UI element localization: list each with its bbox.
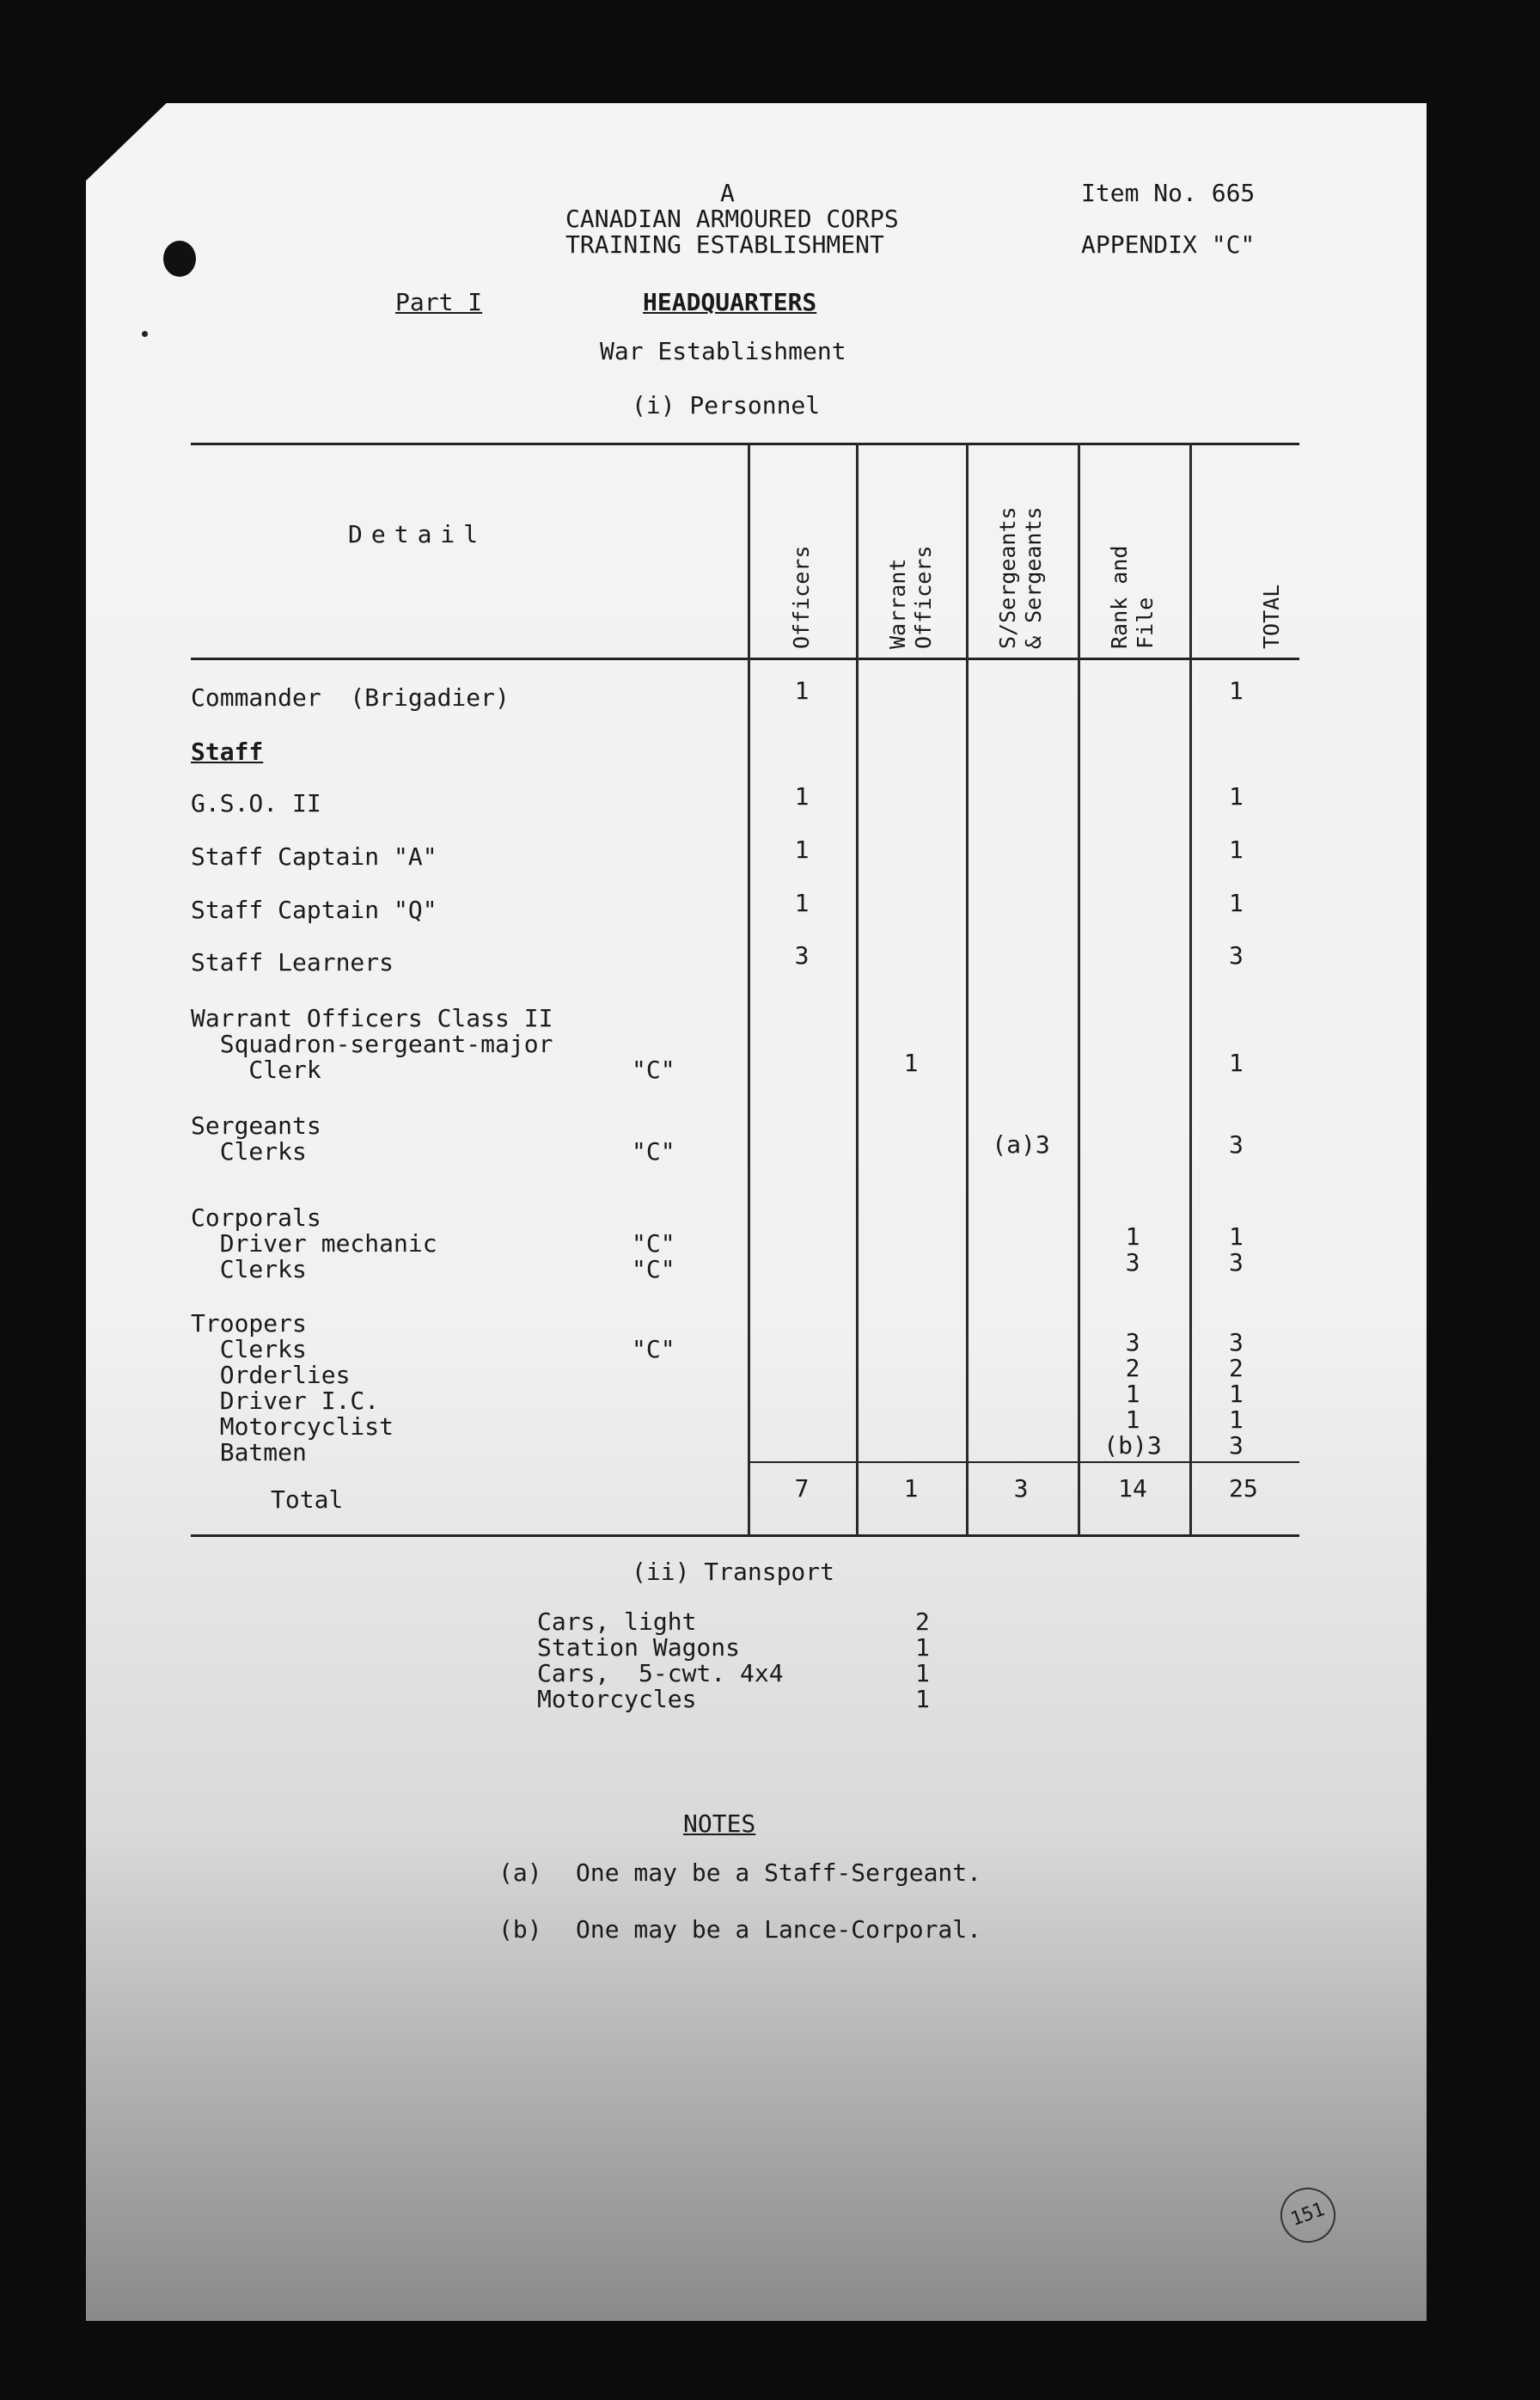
- row-label: Squadron-sergeant-major: [191, 1030, 553, 1058]
- cell-officers: 1: [794, 889, 810, 917]
- row-label: Motorcyclist: [191, 1412, 394, 1441]
- row-label: Driver I.C.: [191, 1387, 380, 1415]
- part-label: Part I: [395, 288, 483, 316]
- personnel-heading: (i) Personnel: [632, 391, 821, 419]
- cell-rf: 1: [1125, 1405, 1140, 1434]
- speck: [142, 331, 148, 337]
- appendix-label: APPENDIX "C": [1081, 230, 1256, 259]
- cell-rf: 1: [1125, 1380, 1140, 1408]
- cell-rf: 2: [1125, 1354, 1140, 1382]
- cell-officers: 1: [794, 677, 810, 705]
- row-label: Staff Learners: [191, 948, 394, 977]
- cell-rf: (b)3: [1103, 1431, 1162, 1460]
- cell-rf: 3: [1125, 1328, 1140, 1356]
- cell-total: 3: [1229, 1248, 1244, 1277]
- row-label: Warrant Officers Class II: [191, 1004, 553, 1032]
- row-label: Clerk: [191, 1056, 321, 1084]
- row-grade: "C": [632, 1255, 675, 1283]
- cell-wo: 1: [903, 1049, 919, 1077]
- row-label: Staff Captain "Q": [191, 896, 437, 924]
- row-grade: "C": [632, 1056, 675, 1084]
- cell-total: 2: [1229, 1354, 1244, 1382]
- org-line-1: CANADIAN ARMOURED CORPS: [565, 205, 899, 233]
- cell-total: 1: [1229, 836, 1244, 864]
- col-header-officers: Officers: [789, 545, 814, 649]
- header-mark: A: [720, 179, 735, 207]
- cell-total: 1: [1229, 889, 1244, 917]
- note-text: One may be a Lance-Corporal.: [576, 1915, 982, 1944]
- row-label: Driver mechanic: [191, 1229, 437, 1258]
- row-grade: "C": [632, 1229, 675, 1258]
- col-rule-5: [1189, 443, 1192, 1536]
- col-header-warrant-officers: Warrant Officers: [885, 545, 936, 649]
- row-label: Clerks: [191, 1335, 307, 1363]
- transport-item: Motorcycles: [537, 1685, 697, 1713]
- row-label: Staff Captain "A": [191, 842, 437, 871]
- cell-rf: 3: [1125, 1248, 1140, 1277]
- item-number: Item No. 665: [1081, 179, 1256, 207]
- cell-officers: 1: [794, 782, 810, 811]
- total-top-rule: [749, 1461, 1299, 1463]
- col-rule-2: [856, 443, 859, 1536]
- row-label: Corporals: [191, 1203, 321, 1232]
- row-label: Troopers: [191, 1309, 307, 1338]
- row-label: Clerks: [191, 1255, 307, 1283]
- total-officers: 7: [794, 1474, 810, 1503]
- cell-total: 1: [1229, 1405, 1244, 1434]
- cell-total: 3: [1229, 1431, 1244, 1460]
- total-grand: 25: [1229, 1474, 1258, 1503]
- cell-total: 3: [1229, 941, 1244, 970]
- cell-officers: 3: [794, 941, 810, 970]
- transport-qty: 1: [915, 1685, 930, 1713]
- cell-total: 3: [1229, 1328, 1244, 1356]
- cell-total: 1: [1229, 1380, 1244, 1408]
- note-key: (b): [498, 1915, 542, 1944]
- subtitle: War Establishment: [600, 337, 846, 365]
- transport-qty: 1: [915, 1633, 930, 1662]
- row-label: Sergeants: [191, 1111, 321, 1140]
- col-header-rank-file: Rank and File: [1107, 545, 1158, 649]
- table-header-rule: [191, 658, 1299, 660]
- transport-item: Cars, 5-cwt. 4x4: [537, 1659, 784, 1687]
- row-label: Staff: [191, 738, 264, 766]
- row-label: Clerks: [191, 1137, 307, 1166]
- cell-total: 1: [1229, 1049, 1244, 1077]
- cell-sgt: (a)3: [992, 1130, 1050, 1159]
- cell-total: 1: [1229, 1222, 1244, 1251]
- col-rule-1: [748, 443, 750, 1536]
- row-label: Orderlies: [191, 1361, 351, 1389]
- row-grade: "C": [632, 1335, 675, 1363]
- row-grade: "C": [632, 1137, 675, 1166]
- page-stamp: 151: [1273, 2180, 1343, 2250]
- row-label: Batmen: [191, 1438, 307, 1466]
- row-label: Commander (Brigadier): [191, 683, 510, 712]
- cell-rf: 1: [1125, 1222, 1140, 1251]
- transport-qty: 1: [915, 1659, 930, 1687]
- cell-total: 1: [1229, 782, 1244, 811]
- col-header-detail: Detail: [348, 520, 487, 548]
- table-top-rule: [191, 443, 1299, 445]
- cell-total: 1: [1229, 677, 1244, 705]
- total-rank-file: 14: [1118, 1474, 1147, 1503]
- transport-item: Station Wagons: [537, 1633, 741, 1662]
- col-rule-4: [1078, 443, 1080, 1536]
- total-warrant-officers: 1: [903, 1474, 919, 1503]
- transport-heading: (ii) Transport: [632, 1558, 835, 1586]
- cell-total: 3: [1229, 1130, 1244, 1159]
- table-bottom-rule: [191, 1534, 1299, 1537]
- transport-item: Cars, light: [537, 1607, 697, 1636]
- section-title: HEADQUARTERS: [643, 288, 817, 316]
- col-rule-3: [966, 443, 969, 1536]
- transport-qty: 2: [915, 1607, 930, 1636]
- row-label: G.S.O. II: [191, 789, 321, 817]
- col-header-sergeants: S/Sergeants & Sergeants: [995, 506, 1046, 649]
- cell-officers: 1: [794, 836, 810, 864]
- punch-hole: [163, 241, 196, 277]
- notes-heading: NOTES: [683, 1809, 756, 1838]
- org-line-2: TRAINING ESTABLISHMENT: [565, 230, 884, 259]
- col-header-total: TOTAL: [1259, 584, 1284, 649]
- note-text: One may be a Staff-Sergeant.: [576, 1858, 982, 1887]
- note-key: (a): [498, 1858, 542, 1887]
- total-row-label: Total: [271, 1485, 344, 1514]
- total-sergeants: 3: [1013, 1474, 1029, 1503]
